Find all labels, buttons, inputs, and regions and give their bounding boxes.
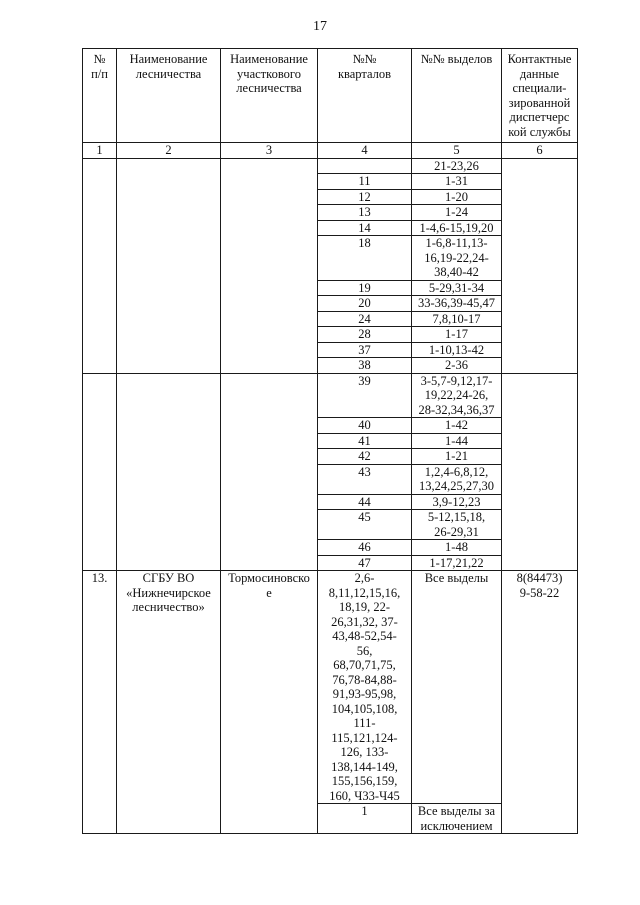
row-number: 13. xyxy=(83,571,117,834)
quarter-numbers: 38 xyxy=(318,358,412,374)
forestry-name xyxy=(117,373,221,571)
district-name xyxy=(221,373,318,571)
plot-numbers: 1-10,13-42 xyxy=(412,342,502,358)
contact-data: 8(84473) 9-58-22 xyxy=(502,571,578,834)
contact-data xyxy=(502,158,578,373)
header-num: № п/п xyxy=(83,49,117,143)
quarter-numbers: 19 xyxy=(318,280,412,296)
page-number: 17 xyxy=(313,19,327,34)
column-number: 4 xyxy=(318,143,412,159)
quarter-numbers: 1 xyxy=(318,804,412,834)
table-row xyxy=(83,571,578,804)
plot-numbers: 1-4,6-15,19,20 xyxy=(412,220,502,236)
plot-numbers: 1-17 xyxy=(412,327,502,343)
plot-numbers: 2-36 xyxy=(412,358,502,374)
column-number: 3 xyxy=(221,143,318,159)
quarter-numbers: 37 xyxy=(318,342,412,358)
plot-numbers: 1-42 xyxy=(412,418,502,434)
row-number xyxy=(83,373,117,571)
plot-numbers: 33-36,39-45,47 xyxy=(412,296,502,312)
quarter-numbers: 13 xyxy=(318,205,412,221)
table-row xyxy=(83,373,578,418)
row-number xyxy=(83,158,117,373)
column-number: 5 xyxy=(412,143,502,159)
header-plots: №№ выделов xyxy=(412,49,502,143)
quarter-numbers: 12 xyxy=(318,189,412,205)
quarter-numbers: 42 xyxy=(318,449,412,465)
forestry-name: СГБУ ВО «Нижнечирское лесничество» xyxy=(117,571,221,834)
plot-numbers: 1-6,8-11,13- 16,19-22,24- 38,40-42 xyxy=(412,236,502,281)
forestry-name xyxy=(117,158,221,373)
quarter-numbers: 2,6- 8,11,12,15,16, 18,19, 22- 26,31,32, 37- 43,48-52,54- 56, 68,70,71,75, 76,78-84,88- 91,93-95,98, 104,105,108, 111- 115,121,124- 126, 133- 138,144-149, 155,156,159, 160, Ч33-Ч45 xyxy=(318,571,412,804)
column-number: 6 xyxy=(502,143,578,159)
quarter-numbers: 40 xyxy=(318,418,412,434)
header-district: Наименование участкового лесничества xyxy=(221,49,318,143)
quarter-numbers: 47 xyxy=(318,555,412,571)
header-contacts: Контактные данные специали- зированной диспетчерс кой службы xyxy=(502,49,578,143)
quarter-numbers: 39 xyxy=(318,373,412,418)
column-number: 1 xyxy=(83,143,117,159)
plot-numbers: 1-21 xyxy=(412,449,502,465)
plot-numbers: 1-20 xyxy=(412,189,502,205)
forestry-table xyxy=(82,48,578,834)
plot-numbers: 3,9-12,23 xyxy=(412,494,502,510)
quarter-numbers: 41 xyxy=(318,433,412,449)
plot-numbers: 3-5,7-9,12,17- 19,22,24-26, 28-32,34,36,37 xyxy=(412,373,502,418)
plot-numbers: 5-12,15,18, 26-29,31 xyxy=(412,510,502,540)
column-number: 2 xyxy=(117,143,221,159)
quarter-numbers: 14 xyxy=(318,220,412,236)
contact-data xyxy=(502,373,578,571)
quarter-numbers: 45 xyxy=(318,510,412,540)
plot-numbers: Все выделы за исключением xyxy=(412,804,502,834)
plot-numbers: 1-44 xyxy=(412,433,502,449)
table-header-row xyxy=(83,49,578,143)
plot-numbers: 1-31 xyxy=(412,174,502,190)
district-name xyxy=(221,158,318,373)
plot-numbers: Все выделы xyxy=(412,571,502,804)
quarter-numbers: 44 xyxy=(318,494,412,510)
quarter-numbers: 11 xyxy=(318,174,412,190)
plot-numbers: 1-48 xyxy=(412,540,502,556)
plot-numbers: 21-23,26 xyxy=(412,158,502,174)
quarter-numbers: 24 xyxy=(318,311,412,327)
table-row xyxy=(83,158,578,174)
quarter-numbers: 18 xyxy=(318,236,412,281)
quarter-numbers xyxy=(318,158,412,174)
plot-numbers: 5-29,31-34 xyxy=(412,280,502,296)
column-numbers-row xyxy=(83,143,578,159)
plot-numbers: 1-17,21,22 xyxy=(412,555,502,571)
district-name: Тормосиновско е xyxy=(221,571,318,834)
plot-numbers: 7,8,10-17 xyxy=(412,311,502,327)
header-quarters: №№ кварталов xyxy=(318,49,412,143)
quarter-numbers: 46 xyxy=(318,540,412,556)
quarter-numbers: 43 xyxy=(318,464,412,494)
quarter-numbers: 28 xyxy=(318,327,412,343)
plot-numbers: 1-24 xyxy=(412,205,502,221)
plot-numbers: 1,2,4-6,8,12, 13,24,25,27,30 xyxy=(412,464,502,494)
quarter-numbers: 20 xyxy=(318,296,412,312)
header-forestry: Наименование лесничества xyxy=(117,49,221,143)
